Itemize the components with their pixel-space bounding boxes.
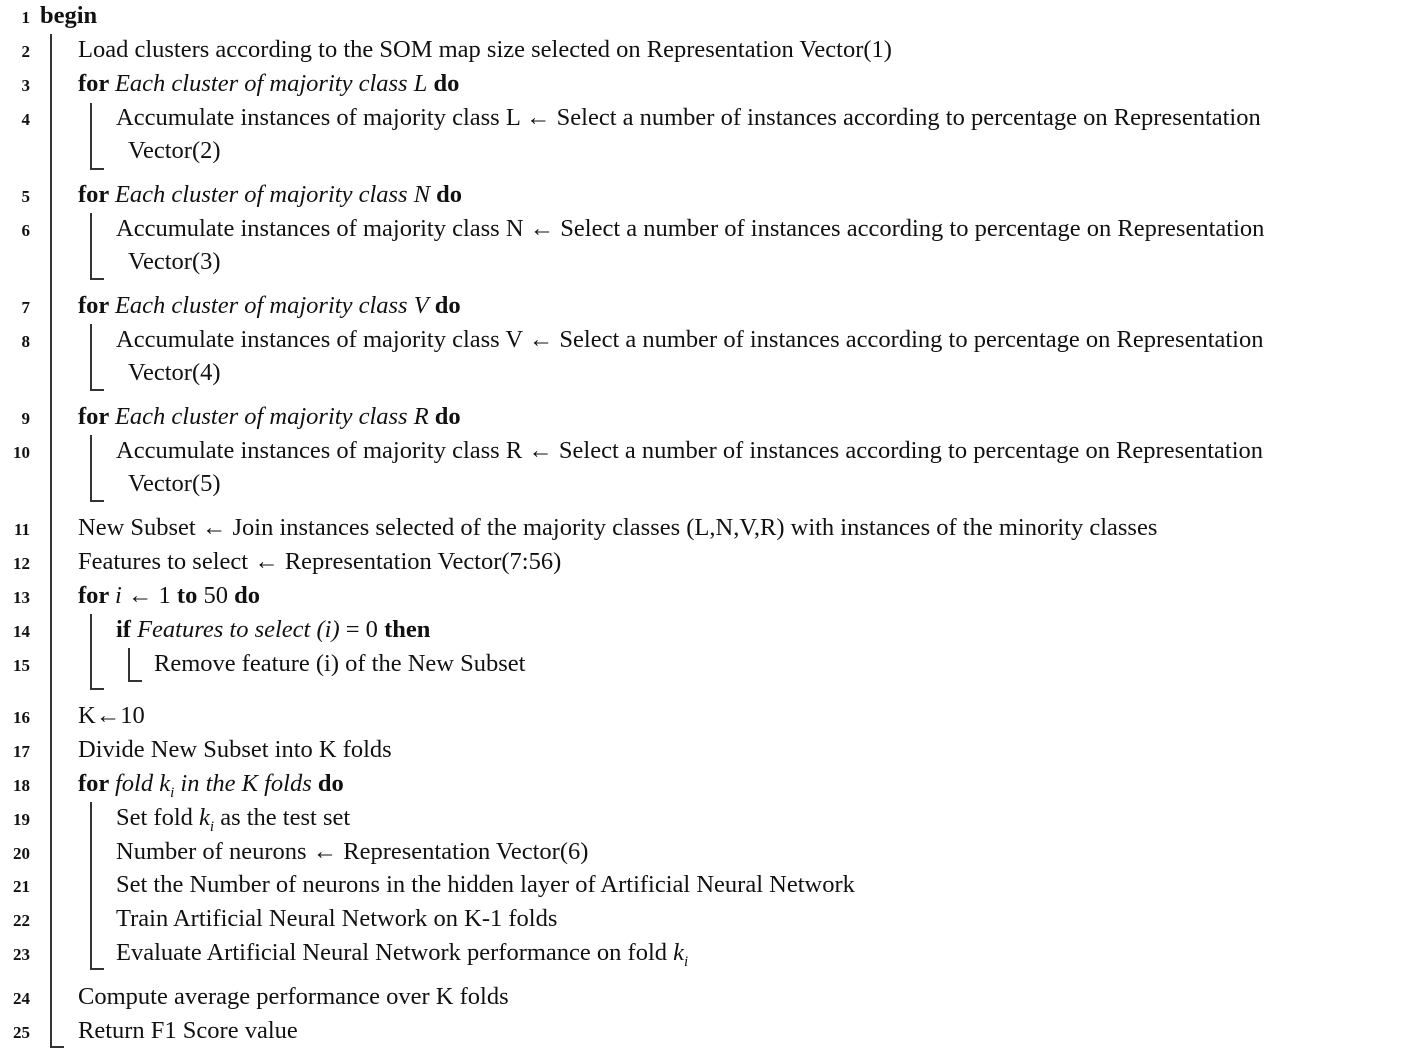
keyword: do — [428, 292, 461, 319]
keyword: do — [428, 403, 461, 430]
block-scope-line — [90, 614, 92, 690]
block-end-tick — [128, 680, 142, 682]
block-scope-line — [50, 34, 52, 1048]
algorithm-line — [78, 738, 392, 763]
block-end-tick — [90, 500, 104, 502]
subscript: i — [684, 953, 689, 970]
line-number: 7 — [21, 298, 30, 317]
text-segment: Each cluster of majority class R — [114, 403, 429, 430]
text-segment: 50 — [197, 582, 235, 609]
keyword: do — [311, 770, 344, 797]
line-number: 22 — [13, 911, 30, 930]
block-end-tick — [90, 168, 104, 170]
block-scope-line — [90, 103, 92, 170]
block-end-tick — [90, 389, 104, 391]
algorithm-line — [154, 652, 525, 677]
text-segment: Train Artificial Neural Network on K-1 folds — [116, 905, 558, 932]
algorithm-line — [116, 941, 688, 970]
line-number: 12 — [13, 554, 30, 573]
line-number: 3 — [21, 76, 30, 95]
algorithm-line — [116, 907, 557, 932]
algorithm-line — [78, 183, 462, 208]
line-number: 19 — [13, 810, 30, 829]
algorithm-line — [116, 328, 1264, 353]
text-segment: as the test set — [214, 804, 351, 831]
subscript: i — [170, 784, 175, 801]
algorithm-line — [116, 217, 1264, 242]
subscript: i — [209, 818, 215, 835]
algorithm-line — [78, 38, 892, 63]
text-segment: Return F1 Score value — [78, 1017, 298, 1044]
text-segment: = 0 — [339, 616, 385, 643]
block-scope-line — [90, 324, 92, 391]
algorithm-line — [116, 439, 1263, 464]
line-number: 2 — [21, 42, 30, 61]
block-end-tick — [90, 278, 104, 280]
keyword: for — [78, 403, 115, 430]
block-end-tick — [50, 1046, 64, 1048]
text-segment: Features to select ← Representation Vector(7:56) — [78, 548, 562, 575]
line-number: 1 — [21, 8, 30, 27]
text-segment: Set fold — [116, 804, 200, 831]
keyword: do — [427, 70, 460, 97]
keyword: if — [116, 616, 138, 643]
line-number: 23 — [13, 945, 30, 964]
keyword: then — [384, 616, 431, 643]
block-end-tick — [90, 688, 104, 690]
keyword: for — [78, 582, 115, 609]
algorithm-line — [78, 72, 459, 97]
text-segment: Each cluster of majority class N — [114, 181, 431, 208]
line-number: 20 — [13, 844, 30, 863]
line-number: 18 — [13, 776, 30, 795]
line-number: 8 — [21, 332, 30, 351]
algorithm-line-continuation: Vector(5) — [128, 470, 221, 497]
algorithm-line — [78, 516, 1157, 541]
algorithm-line — [78, 294, 461, 319]
text-segment: New Subset ← Join instances selected of the majority classes (L,N,V,R) with instances of the minority classes — [78, 514, 1158, 541]
algorithm-line — [116, 618, 430, 643]
text-segment: Set the Number of neurons in the hidden layer of Artificial Neural Network — [116, 871, 855, 898]
line-number: 15 — [13, 656, 30, 675]
text-segment: Remove feature (i) of the New Subset — [154, 650, 526, 677]
algorithm-line — [78, 704, 145, 729]
line-number: 11 — [13, 520, 30, 539]
line-number: 4 — [21, 110, 30, 129]
text-segment: Accumulate instances of majority class N ← Select a number of instances according to percentage on Representation — [116, 215, 1265, 242]
line-number: 10 — [13, 443, 30, 462]
algorithm-line — [116, 840, 588, 865]
text-segment: K←10 — [78, 702, 145, 729]
keyword: for — [78, 181, 115, 208]
line-number: 13 — [13, 588, 30, 607]
algorithm-line — [78, 405, 461, 430]
algorithm-line — [40, 4, 97, 29]
text-segment: Accumulate instances of majority class L ← Select a number of instances according to percentage on Representation — [116, 104, 1261, 131]
block-scope-line — [128, 648, 130, 682]
text-segment: Divide New Subset into K folds — [78, 736, 392, 763]
line-number: 21 — [13, 877, 30, 896]
text-segment: Compute average performance over K folds — [78, 983, 509, 1010]
keyword: for — [78, 770, 115, 797]
algorithm-line — [116, 806, 350, 835]
text-segment: Number of neurons ← Representation Vector(6) — [116, 838, 589, 865]
text-segment: Evaluate Artificial Neural Network performance on fold — [116, 939, 674, 966]
line-number: 14 — [13, 622, 30, 641]
text-segment: in the K folds — [174, 770, 312, 797]
line-number: 25 — [13, 1023, 30, 1042]
line-number: 9 — [21, 409, 30, 428]
keyword: for — [78, 292, 115, 319]
keyword: do — [430, 181, 463, 208]
text-segment: Accumulate instances of majority class R ← Select a number of instances according to percentage on Representation — [116, 437, 1264, 464]
text-segment: Load clusters according to the SOM map size selected on Representation Vector(1) — [78, 36, 892, 63]
line-number: 16 — [13, 708, 30, 727]
text-segment: i — [114, 582, 122, 609]
algorithm-line — [78, 772, 344, 801]
algorithm-line — [78, 985, 509, 1010]
keyword: begin — [40, 2, 98, 29]
text-segment: Accumulate instances of majority class V ← Select a number of instances according to percentage on Representation — [116, 326, 1264, 353]
text-segment: Each cluster of majority class L — [114, 70, 428, 97]
text-segment: k — [199, 804, 210, 831]
algorithm-line — [116, 106, 1261, 131]
line-number: 24 — [13, 989, 30, 1008]
algorithm-line — [78, 1019, 298, 1044]
text-segment: k — [673, 939, 685, 966]
algorithm-line-continuation: Vector(3) — [128, 248, 221, 275]
text-segment: ← 1 — [121, 582, 177, 609]
algorithm-line — [116, 873, 855, 898]
algorithm-line — [78, 584, 260, 609]
block-scope-line — [90, 213, 92, 280]
line-number: 17 — [13, 742, 30, 761]
keyword: for — [78, 70, 115, 97]
line-number: 6 — [21, 221, 30, 240]
keyword: do — [234, 582, 260, 609]
keyword: to — [176, 582, 198, 609]
block-scope-line — [90, 802, 92, 970]
algorithm-line — [78, 550, 561, 575]
line-number: 5 — [21, 187, 30, 206]
text-segment: Features to select (i) — [137, 616, 340, 643]
algorithm-line-continuation: Vector(2) — [128, 137, 221, 164]
block-scope-line — [90, 435, 92, 502]
block-end-tick — [90, 968, 104, 970]
text-segment: Each cluster of majority class V — [114, 292, 429, 319]
text-segment: fold k — [114, 770, 171, 797]
algorithm-line-continuation: Vector(4) — [128, 359, 221, 386]
